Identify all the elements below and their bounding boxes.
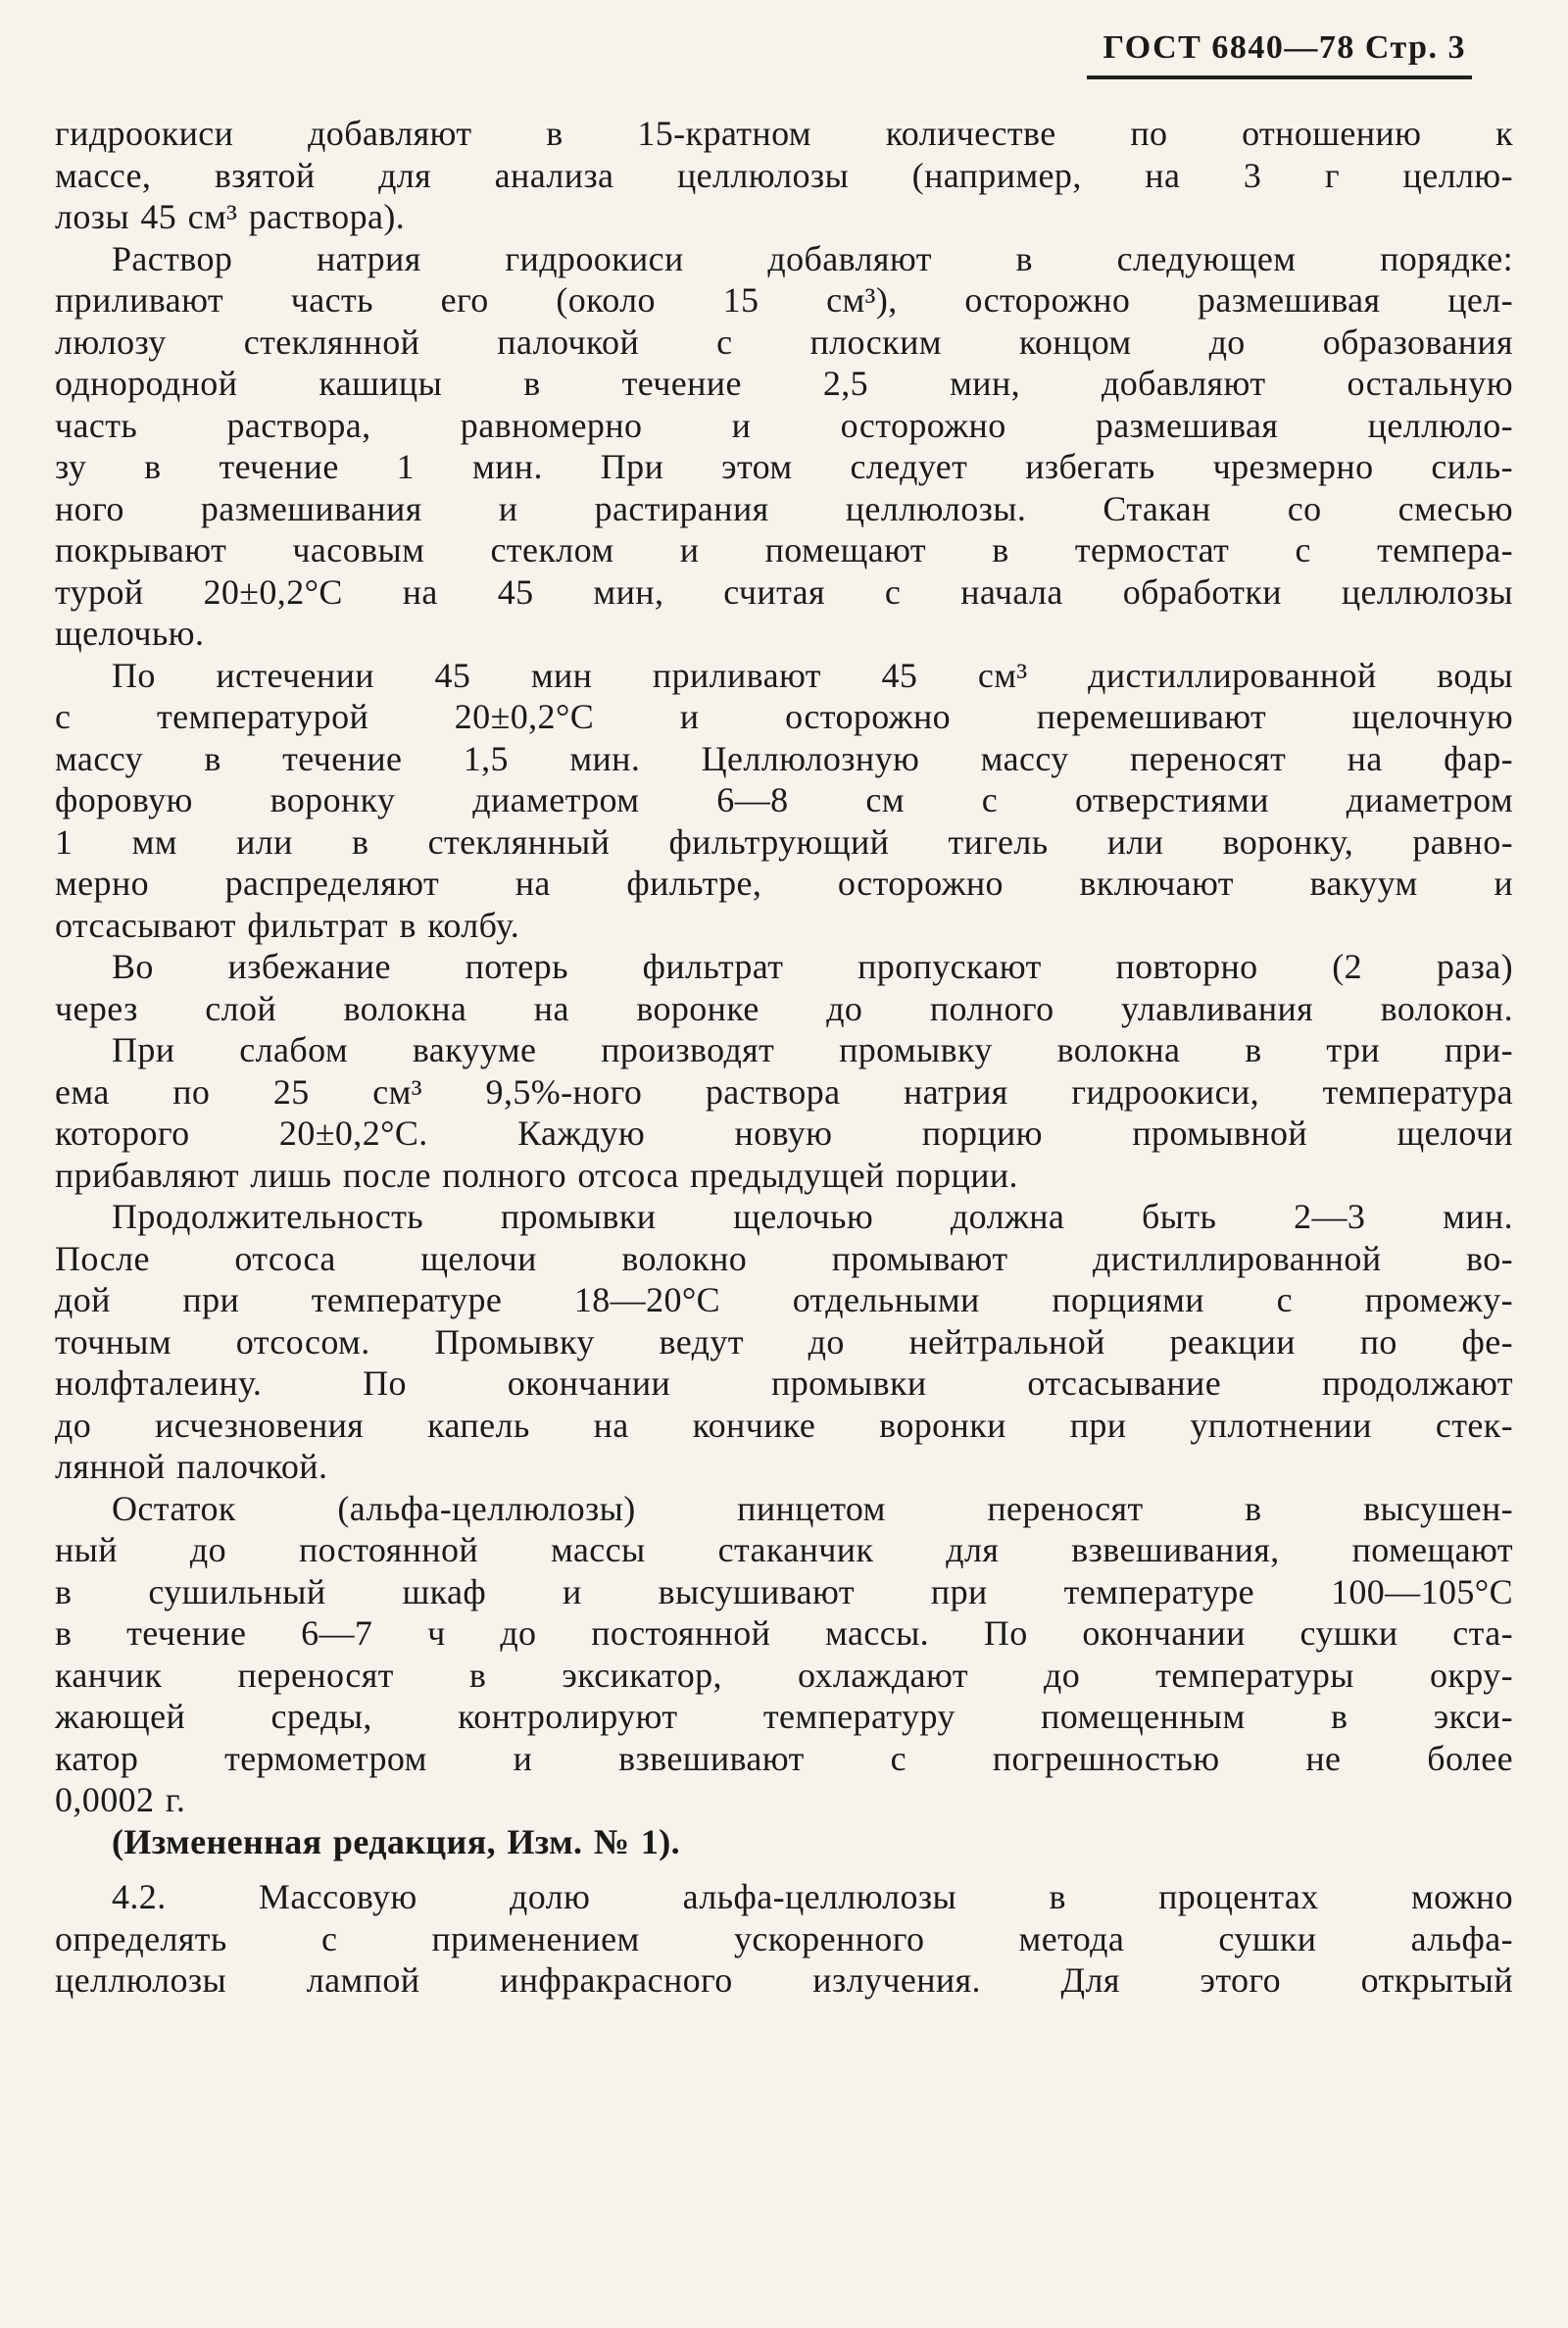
text-line: дой при температуре 18—20°С отдельными порциями с промежу-: [55, 1280, 1513, 1319]
text-line: По истечении 45 мин приливают 45 см³ дистиллированной воды: [112, 655, 1513, 695]
paragraph: [55, 238, 1513, 655]
text-line: в течение 6—7 ч до постоянной массы. По окончании сушки ста-: [55, 1613, 1513, 1653]
text-line: Во избежание потерь фильтрат пропускают повторно (2 раза): [112, 947, 1513, 986]
text-line: Раствор натрия гидроокиси добавляют в следующем порядке:: [112, 238, 1513, 278]
page-header: [55, 29, 1513, 79]
text-line: отсасывают фильтрат в колбу.: [55, 905, 520, 945]
text-line: канчик переносят в эксикатор, охлаждают до температуры окру-: [55, 1655, 1513, 1695]
text-line: турой 20±0,2°С на 45 мин, считая с начала обработки целлюлозы: [55, 571, 1513, 612]
text-line: мерно распределяют на фильтре, осторожно включают вакуум и: [55, 864, 1513, 903]
text-line: до исчезновения капель на кончике воронки при уплотнении стек-: [55, 1405, 1513, 1445]
text-line: жающей среды, контролируют температуру помещенным в экси-: [55, 1697, 1513, 1736]
text-line: точным отсосом. Промывку ведут до нейтральной реакции по фе-: [55, 1321, 1513, 1362]
text-line: приливают часть его (около 15 см³), осторожно размешивая цел-: [55, 280, 1513, 320]
document-body: [55, 113, 1513, 2002]
text-line: массе, взятой для анализа целлюлозы (например, на 3 г целлю-: [55, 155, 1513, 195]
text-line: люлозу стеклянной палочкой с плоским концом до образования: [55, 322, 1513, 362]
text-line: 4.2. Массовую долю альфа-целлюлозы в процентах можно: [112, 1877, 1513, 1916]
text-line: При слабом вакууме производят промывку волокна в три при-: [112, 1030, 1513, 1069]
text-line: покрывают часовым стеклом и помещают в термостат с темпера-: [55, 530, 1513, 570]
text-line: катор термометром и взвешивают с погрешностью не более: [55, 1738, 1513, 1778]
text-line: однородной кашицы в течение 2,5 мин, добавляют остальную: [55, 364, 1513, 403]
text-line: прибавляют лишь после полного отсоса предыдущей порции.: [55, 1155, 1018, 1195]
text-line: форовую воронку диаметром 6—8 см с отверстиями диаметром: [55, 780, 1513, 819]
amendment-note: [55, 1821, 1513, 1863]
text-line: целлюлозы лампой инфракрасного излучения. Для этого открытый: [55, 1960, 1513, 2000]
text-line: в сушильный шкаф и высушивают при температуре 100—105°С: [55, 1571, 1513, 1611]
text-line: ный до постоянной массы стаканчик для взвешивания, помещают: [55, 1530, 1513, 1569]
text-line: лянной палочкой.: [55, 1447, 328, 1486]
text-line: гидроокиси добавляют в 15-кратном количестве по отношению к: [55, 114, 1513, 153]
paragraph: [55, 655, 1513, 947]
text-line: лозы 45 см³ раствора).: [55, 197, 406, 236]
text-line: которого 20±0,2°С. Каждую новую порцию промывной щелочи: [55, 1114, 1513, 1153]
paragraph-section-4-2: [55, 1876, 1513, 2002]
text-line: щелочью.: [55, 614, 205, 653]
text-line: После отсоса щелочи волокно промывают дистиллированной во-: [55, 1238, 1513, 1278]
paragraph: [55, 946, 1513, 1029]
paragraph: [55, 1196, 1513, 1488]
text-line: часть раствора, равномерно и осторожно размешивая целлюло-: [55, 405, 1513, 445]
header-text: ГОСТ 6840—78 Стр. 3: [1087, 29, 1472, 79]
text-line: Остаток (альфа-целлюлозы) пинцетом переносят в высушен-: [112, 1488, 1513, 1528]
text-line: массу в течение 1,5 мин. Целлюлозную массу переносят на фар-: [55, 738, 1513, 778]
text-line: нолфталеину. По окончании промывки отсасывание продолжают: [55, 1363, 1513, 1403]
text-line: зу в течение 1 мин. При этом следует избегать чрезмерно силь-: [55, 447, 1513, 486]
text-line: с температурой 20±0,2°С и осторожно перемешивают щелочную: [55, 697, 1513, 736]
text-line: 0,0002 г.: [55, 1780, 186, 1819]
text-line: через слой волокна на воронке до полного улавливания волокон.: [55, 988, 1513, 1028]
text-line: 1 мм или в стеклянный фильтрующий тигель или воронку, равно-: [55, 821, 1513, 862]
text-line: ема по 25 см³ 9,5%-ного раствора натрия гидроокиси, температура: [55, 1071, 1513, 1112]
text-line: Продолжительность промывки щелочью должна быть 2—3 мин.: [112, 1197, 1513, 1236]
paragraph: [55, 1029, 1513, 1196]
text-line: определять с применением ускоренного метода сушки альфа-: [55, 1918, 1513, 1958]
paragraph: [55, 113, 1513, 238]
text-line: (Измененная редакция, Изм. № 1).: [112, 1821, 681, 1861]
paragraph: [55, 1488, 1513, 1821]
text-line: ного размешивания и растирания целлюлозы. Стакан со смесью: [55, 488, 1513, 528]
